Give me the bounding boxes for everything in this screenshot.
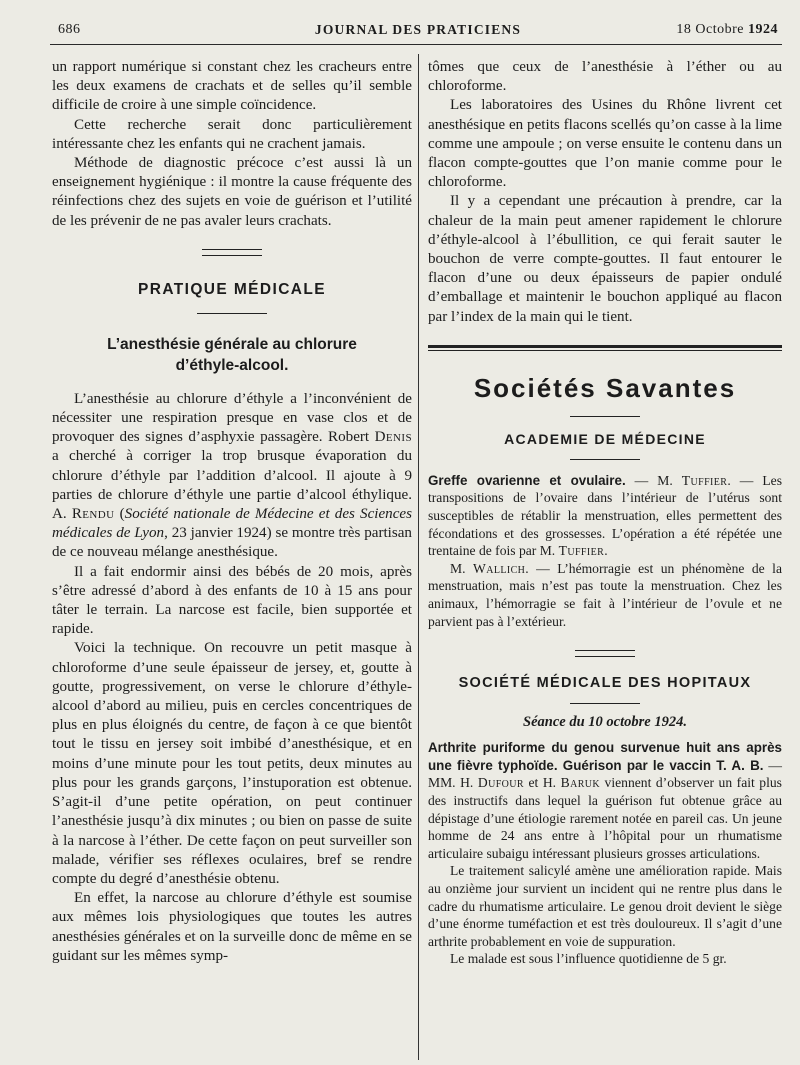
text-run: . [604, 543, 608, 559]
continuation-paragraph: Les laboratoires des Usines du Rhône livrent cet anesthésique en petits flacons scellés qu’on casse à la lime comme une ampoule ; on verse ensuite le contenu dans un flacon compte-gouttes que l’on manie comme pour le chloroforme. [428, 97, 782, 191]
text-run: . — [727, 472, 754, 488]
note-paragraph [428, 560, 782, 630]
article-paragraph: En effet, la narcose au chlorure d’éthyle est soumise aux mêmes lois physiologiques que toutes les autres anesthésies générales et on la surveille donc de même en se guidant sur les mêmes symp- [52, 890, 412, 964]
text-run: . — L’hémorragie est un phénomène de la menstruation, mais n’est pas toute la menstruation. Chez les animaux, l’hémorragie se fait à l’intérieur de l’ovule et ne parvient pas à l’extérieur. [428, 560, 782, 629]
citation-source: Société nationale de Médecine et des Sciences médicales de Lyon [52, 506, 413, 542]
note-paragraph: Le malade est sous l’influence quotidienne de 5 gr. [450, 951, 727, 967]
session-date: Séance du 10 octobre 1924. [523, 714, 687, 731]
note-title: Greffe ovarienne et ovulaire. [428, 472, 626, 488]
text-run: M. [450, 560, 466, 576]
continuation-paragraph: Méthode de diagnostic précoce c’est aussi là un enseignement hygiénique : il montre la cause fréquente des réinfections chez des sujets en voie de guérison et l’utilité de les prévenir de ne pas avaler leurs crachats. [52, 155, 412, 229]
section-title: PRATIQUE MÉDICALE [138, 280, 326, 298]
continuation-paragraph: Il y a cependant une précaution à prendre, car la chaleur de la main peut amener rapidement le chlorure d’éthyle-alcool à l’ébullition, ce qui ferait sauter le bouchon de verre compte-gouttes. Il faut entourer le flacon d’une ou deux épaisseurs de papier ondulé d’emballage et maintenir le bouchon appliqué au flacon par l’index de la main qui le tient. [428, 193, 782, 325]
article-paragraph [52, 390, 412, 563]
author-name: Tuffier [558, 543, 605, 559]
issue-date-day: 18 Octobre [676, 22, 744, 37]
text-run: , 23 janvier 1924) se montre très partisan de ce nouveau mélange anesthésique. [52, 525, 412, 561]
text-run: — MM. H. [428, 757, 782, 791]
text-run: a cherché à corriger la trop brusque évaporation du chlorure d’éthyle par l’addition d’alcool. Il ajoute à 9 parties de chlorure d’éthyle une partie d’alcool éthylique. A. [52, 448, 412, 523]
continuation-paragraph: tômes que ceux de l’anesthésie à l’éther ou au chloroforme. [428, 59, 782, 95]
page-header [58, 18, 778, 42]
text-run: L’anesthésie au chlorure d’éthyle a l’inconvénient de nécessiter une respiration presque en vase clos et de provoquer des signes d’asphyxie passagère. Robert [52, 390, 412, 446]
academie-notes [428, 472, 782, 630]
text-run: Les transpositions de l’ovaire dans l’intérieur de l’utérus sont susceptibles de rétablir la menstruation, elles permettent des fécondations et des grossesses. L’opération a été répétée une trentaine de fois par M. [428, 472, 782, 559]
separator-double-rule [202, 249, 262, 256]
article-title: L’anesthésie générale au chlorure d’éthyle-alcool. [107, 335, 357, 374]
journal-title: JOURNAL DES PRATICIENS [314, 22, 522, 37]
author-name: Wallich [472, 560, 526, 576]
hopitaux-notes [428, 739, 782, 968]
header-rule [50, 44, 782, 45]
note-paragraph [428, 739, 782, 862]
continuation-paragraph: Cette recherche serait donc particulièrement intéressante chez les enfants qui ne crachent jamais. [52, 116, 412, 152]
text-run: et H. [528, 775, 557, 791]
issue-date [676, 22, 778, 38]
column-divider [418, 54, 419, 1060]
left-column [52, 58, 412, 966]
section-big-title: Sociétés Savantes [473, 372, 737, 403]
separator-double-rule [575, 650, 635, 657]
author-name: Rendu [71, 506, 115, 523]
note-paragraph [428, 472, 782, 560]
right-column [428, 58, 782, 968]
author-name: Tuffier [681, 472, 728, 488]
society-title-hopitaux: SOCIÉTÉ MÉDICALE DES HOPITAUX [458, 675, 752, 692]
text-run: — M. [625, 472, 673, 488]
article-paragraph: Il a fait endormir ainsi des bébés de 20 mois, après s’être adressé d’abord à des enfants de 10 à 15 ans pour tâter le terrain. La narcose est facile, bien supportée et rapide. [52, 563, 412, 638]
author-name: Baruk [560, 775, 601, 791]
author-name: Dufour [477, 775, 524, 791]
society-title-academie: ACADEMIE DE MÉDECINE [504, 430, 706, 447]
continuation-paragraph: un rapport numérique si constant chez les cracheurs entre les deux examens de crachats et de selles qu’il semble difficile de croire à une simple coïncidence. [52, 59, 412, 114]
page-number: 686 [58, 22, 81, 37]
note-title: Arthrite puriforme du genou survenue huit ans après une fièvre typhoïde. Guérison par le vaccin T. A. B. [428, 740, 782, 773]
text-run: viennent d’observer un fait plus des instructifs dans lequel la guérison fut obtenue grâce au dépistage d’une étiologie rarement notée en pareil cas. Un jeune homme de 24 ans entre à l’hôpital pour un rhumatisme articulaire subaigu intéressant plusieurs grosses articulations. [428, 775, 782, 861]
issue-year: 1924 [748, 22, 778, 37]
author-name: Denis [374, 429, 412, 446]
text-run: ( [119, 506, 125, 523]
note-paragraph: Le traitement salicylé amène une amélioration rapide. Mais au onzième jour survient un incident qui ne rentre plus dans le cadre du rhumatisme articulaire. Le genou droit devient le siège d’une énorme tuméfaction et est très douloureux. Il s’agit d’une arthrite probablement en voie de suppuration. [428, 863, 782, 949]
article-paragraph: Voici la technique. On recouvre un petit masque à chloroforme d’une seule épaisseur de jersey, et, goutte à goutte, progressivement, on verse le chlorure d’éthyle-alcool d’abord au milieu, puis en cercles concentriques de plus en plus éloignés du centre, de façon à ce que bientôt tout le tissu en jersey soit imbibé d’anesthésique, et en moins d’une minute pour les tout petits, deux minutes au plus pour les grands garçons, l’instuporation est obtenue. S’agit-il d’une petite opération, on peut continuer l’anesthésie jusqu’à dix minutes ; ou bien on passe de suite à la narcose à l’éther. De cette façon on peut surveiller son malade, vérifier ses réflexes oculaires, bref se rendre compte du degré d’anesthésie obtenu. [52, 640, 412, 887]
